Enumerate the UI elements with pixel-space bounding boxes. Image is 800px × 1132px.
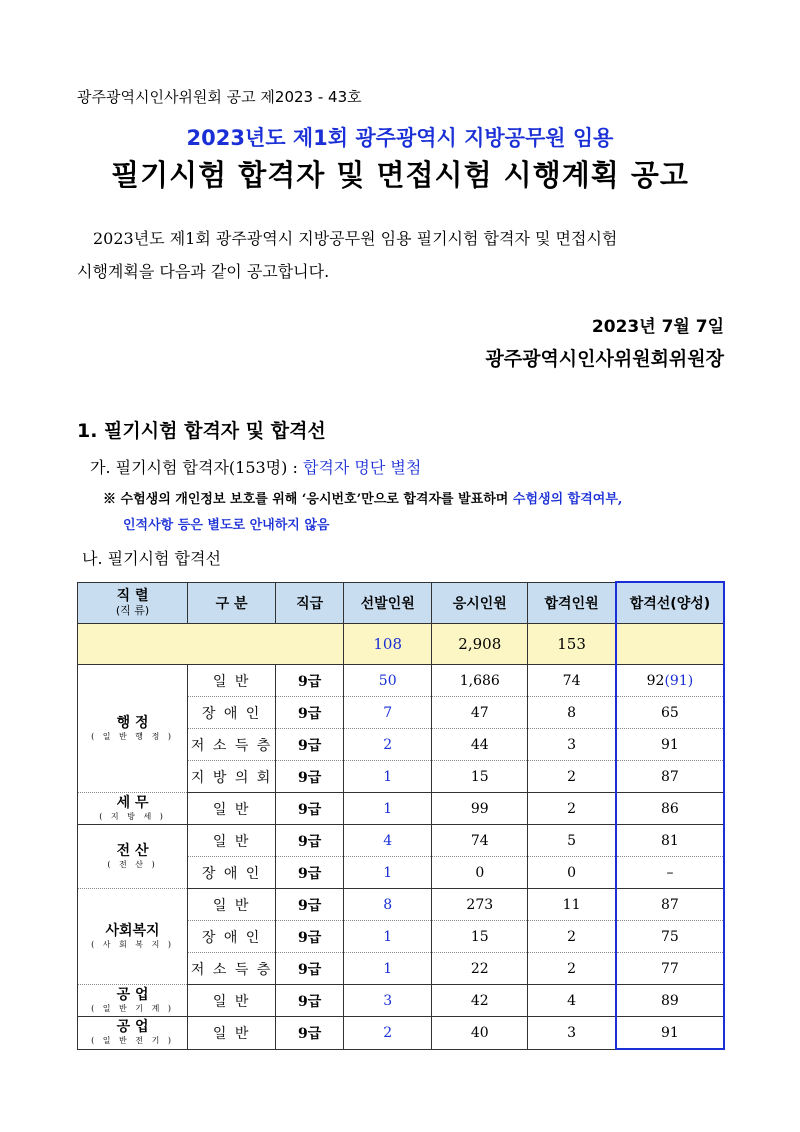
grade-cell: 9급: [276, 825, 344, 857]
header-passed: 합격인원: [528, 582, 616, 624]
series-cell: [78, 793, 188, 825]
cutoff-cell: [616, 921, 724, 953]
selected-cell: 1: [344, 953, 432, 985]
passed-cell: 8: [528, 697, 616, 729]
selected-cell: 50: [344, 665, 432, 697]
series-cell: [78, 985, 188, 1017]
cutoff-cell: [616, 697, 724, 729]
applicants-cell: 47: [432, 697, 528, 729]
selected-cell: 2: [344, 729, 432, 761]
selected-cell: 2: [344, 1017, 432, 1050]
table-row: [78, 665, 725, 697]
note-text: ※ 수험생의 개인정보 보호를 위해 ‘응시번호’만으로 합격자를 발표하며: [103, 492, 513, 507]
selected-cell: 7: [344, 697, 432, 729]
series-name: 공 업: [116, 987, 149, 1003]
cutoff-value: 87: [661, 768, 679, 785]
total-passed: 153: [528, 624, 616, 665]
passed-cell: 2: [528, 953, 616, 985]
grade-cell: 9급: [276, 953, 344, 985]
cutoff-value: 91: [661, 736, 679, 753]
cutoff-cell: [616, 825, 724, 857]
series-cell: [78, 665, 188, 793]
division-cell: 저 소 득 층: [188, 729, 276, 761]
grade-cell: 9급: [276, 985, 344, 1017]
grade-cell: 9급: [276, 1017, 344, 1050]
series-name: 사회복지: [105, 923, 160, 939]
selected-cell: 4: [344, 825, 432, 857]
applicants-cell: 0: [432, 857, 528, 889]
table-row: [78, 793, 725, 825]
selected-cell: 3: [344, 985, 432, 1017]
title-line-2: 필기시험 합격자 및 면접시험 시행계획 공고: [111, 158, 689, 192]
sub-na: 나. 필기시험 합격선: [82, 549, 221, 568]
notice-date: 2023년 7월 7일: [591, 317, 724, 337]
passed-cell: 4: [528, 985, 616, 1017]
note-blue-2: 인적사항 등은 별도로 안내하지 않음: [123, 518, 330, 533]
sub-ga: [90, 455, 421, 478]
cutoff-cell: [616, 761, 724, 793]
passed-cell: 0: [528, 857, 616, 889]
applicants-cell: 22: [432, 953, 528, 985]
applicants-cell: 44: [432, 729, 528, 761]
cutoff-cell: [616, 857, 724, 889]
total-label: [78, 624, 344, 665]
series-sub: ( 전 산 ): [107, 860, 158, 869]
intro-paragraph: [77, 222, 727, 288]
section-1-title: 1. 필기시험 합격자 및 합격선: [77, 420, 326, 442]
cutoff-value: 89: [661, 992, 679, 1009]
grade-cell: 9급: [276, 697, 344, 729]
applicants-cell: 99: [432, 793, 528, 825]
header-selected: 선발인원: [344, 582, 432, 624]
passed-cell: 2: [528, 793, 616, 825]
cutoff-cell: [616, 985, 724, 1017]
passed-cell: 11: [528, 889, 616, 921]
total-row: [78, 624, 725, 665]
series-sub: ( 사 회 복 지 ): [91, 940, 174, 949]
passed-cell: 5: [528, 825, 616, 857]
header-applicants: 응시인원: [432, 582, 528, 624]
series-cell: [78, 1017, 188, 1050]
grade-cell: 9급: [276, 889, 344, 921]
cutoff-cell: [616, 889, 724, 921]
total-selected: 108: [344, 624, 432, 665]
title-line-1: 2023년도 제1회 광주광역시 지방공무원 임용: [186, 126, 614, 150]
cutoff-value: 75: [661, 928, 679, 945]
cutoff-table: [77, 581, 725, 1050]
applicants-cell: 1,686: [432, 665, 528, 697]
series-sub: ( 지 방 세 ): [99, 812, 166, 821]
series-name: 공 업: [116, 1019, 149, 1036]
division-cell: 저 소 득 층: [188, 953, 276, 985]
selected-cell: 8: [344, 889, 432, 921]
selected-cell: 1: [344, 761, 432, 793]
header-division: 구 분: [188, 582, 276, 624]
series-cell: [78, 825, 188, 889]
applicants-cell: 74: [432, 825, 528, 857]
header-cutoff: 합격선(양성): [616, 582, 724, 624]
table-row: [78, 889, 725, 921]
selected-cell: 1: [344, 857, 432, 889]
series-sub: ( 일 반 행 정 ): [91, 732, 174, 741]
cutoff-value: 91: [661, 1024, 679, 1041]
cutoff-cell: [616, 729, 724, 761]
sub-ga-link: 합격자 명단 별첨: [302, 458, 422, 477]
intro-line-2: 시행계획을 다음과 같이 공고합니다.: [77, 262, 330, 281]
table-row: [78, 825, 725, 857]
note-blue-1: 수험생의 합격여부,: [512, 492, 623, 507]
signer: 광주광역시인사위원회위원장: [485, 348, 724, 370]
applicants-cell: 273: [432, 889, 528, 921]
passed-cell: 74: [528, 665, 616, 697]
cutoff-value: –: [666, 864, 674, 881]
series-name: 전 산: [116, 843, 149, 859]
grade-cell: 9급: [276, 857, 344, 889]
privacy-note: [103, 487, 743, 539]
selected-cell: 1: [344, 921, 432, 953]
notice-number: 광주광역시인사위원회 공고 제2023 - 43호: [77, 88, 362, 106]
division-cell: 일 반: [188, 793, 276, 825]
passed-cell: 3: [528, 729, 616, 761]
grade-cell: 9급: [276, 793, 344, 825]
grade-cell: 9급: [276, 761, 344, 793]
division-cell: 장 애 인: [188, 697, 276, 729]
division-cell: 일 반: [188, 889, 276, 921]
grade-cell: 9급: [276, 665, 344, 697]
division-cell: 일 반: [188, 665, 276, 697]
cutoff-cell: [616, 1017, 724, 1050]
selected-cell: 1: [344, 793, 432, 825]
applicants-cell: 15: [432, 761, 528, 793]
applicants-cell: 40: [432, 1017, 528, 1050]
total-applicants: 2,908: [432, 624, 528, 665]
intro-line-1: 2023년도 제1회 광주광역시 지방공무원 임용 필기시험 합격자 및 면접시험: [93, 229, 618, 248]
cutoff-value: 86: [661, 800, 679, 817]
division-cell: 장 애 인: [188, 857, 276, 889]
cutoff-cell: [616, 953, 724, 985]
applicants-cell: 42: [432, 985, 528, 1017]
grade-cell: 9급: [276, 921, 344, 953]
cutoff-value: 65: [661, 704, 679, 721]
passed-cell: 3: [528, 1017, 616, 1050]
header-series: 직 렬 (직 류): [78, 582, 188, 624]
series-sub: ( 일 반 전 기 ): [91, 1036, 174, 1046]
grade-cell: 9급: [276, 729, 344, 761]
table-row: [78, 985, 725, 1017]
cutoff-value: 81: [661, 832, 679, 849]
division-cell: 일 반: [188, 985, 276, 1017]
passed-cell: 2: [528, 921, 616, 953]
applicants-cell: 15: [432, 921, 528, 953]
cutoff-value: 77: [661, 960, 679, 977]
series-cell: [78, 889, 188, 985]
table-row: [78, 1017, 725, 1050]
passed-cell: 2: [528, 761, 616, 793]
division-cell: 장 애 인: [188, 921, 276, 953]
division-cell: 지 방 의 회: [188, 761, 276, 793]
series-name: 세 무: [116, 795, 149, 811]
total-cutoff: [616, 624, 724, 665]
cutoff-cell: [616, 793, 724, 825]
division-cell: 일 반: [188, 1017, 276, 1050]
sub-ga-text: 가. 필기시험 합격자(153명) :: [90, 458, 303, 477]
series-sub: ( 일 반 기 계 ): [91, 1004, 174, 1013]
cutoff-value: 92: [646, 672, 665, 689]
header-grade: 직급: [276, 582, 344, 624]
division-cell: 일 반: [188, 825, 276, 857]
cutoff-value: 87: [661, 896, 679, 913]
series-name: 행 정: [116, 715, 149, 731]
cutoff-female-value: (91): [664, 672, 694, 689]
cutoff-cell: [616, 665, 724, 697]
